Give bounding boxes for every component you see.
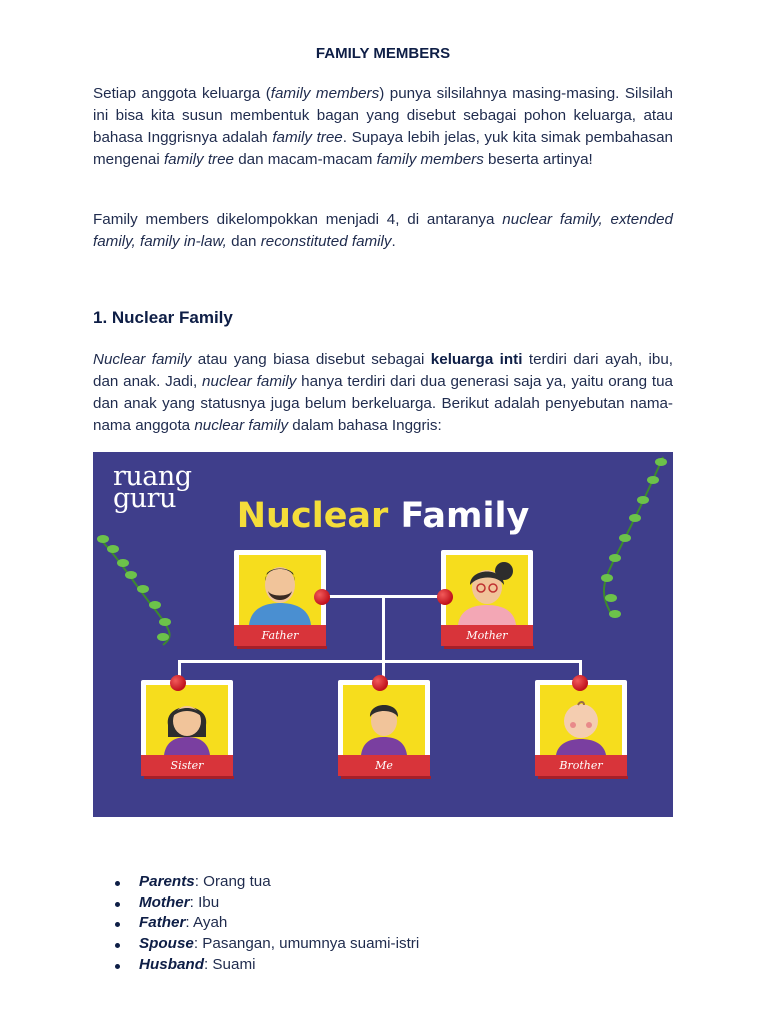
- text-run-italic: family tree: [163, 151, 234, 168]
- text-run: hanya terdiri dari dua generasi saja ya, yaitu orang tua dan anak yang statusnya juga belum berkeluarga. Berikut adalah penyebutan nama-nama anggota: [93, 373, 673, 434]
- list-item: [93, 955, 673, 976]
- connector-line: [382, 595, 385, 682]
- vocab-term: Husband: [139, 955, 204, 973]
- groups-paragraph: [93, 209, 673, 253]
- vocab-meaning: : Orang tua: [194, 873, 271, 890]
- connector-line: [178, 660, 582, 663]
- text-run: Setiap anggota keluarga (: [93, 85, 271, 102]
- label-shadow: [444, 646, 534, 649]
- pin-icon: [314, 589, 330, 605]
- text-run-italic: family members: [376, 151, 484, 168]
- text-run: ) punya silsilahnya masing-masing. Silsilah ini bisa kita susun membentuk bagan yang disebut sebagai pohon keluarga, atau bahasa Inggrisnya adalah: [93, 85, 673, 146]
- pin-icon: [437, 589, 453, 605]
- vocab-term: Parents: [139, 873, 195, 890]
- text-run-italic: family members: [270, 85, 380, 102]
- text-run-italic: nuclear family: [202, 373, 297, 390]
- label-shadow: [341, 776, 431, 779]
- text-run-italic: nuclear family, extended family, family in-law,: [93, 211, 673, 250]
- father-card: [234, 550, 326, 650]
- text-run-bold: keluarga inti: [430, 351, 523, 368]
- vocab-meaning: : Suami: [203, 955, 256, 973]
- nuclear-family-paragraph: [93, 349, 673, 437]
- pin-icon: [572, 675, 588, 691]
- pin-icon: [170, 675, 186, 691]
- text-run: Family members dikelompokkan menjadi 4, di antaranya: [93, 211, 503, 228]
- figure-title-word: Family: [400, 496, 530, 536]
- label-shadow: [538, 776, 628, 779]
- bullet-icon: [115, 964, 120, 969]
- list-item: [93, 893, 673, 914]
- text-run: dalam bahasa Inggris:: [288, 417, 442, 434]
- vocab-meaning: : Ibu: [189, 893, 220, 911]
- nuclear-family-illustration: [93, 452, 673, 817]
- label-shadow: [144, 776, 234, 779]
- me-avatar: [343, 685, 425, 755]
- brother-avatar: [540, 685, 622, 755]
- logo-text: ruang: [113, 461, 192, 492]
- vocab-term: Father: [139, 914, 186, 932]
- vocab-meaning: : Ayah: [185, 914, 228, 932]
- figure-title: [93, 496, 673, 536]
- text-run-italic: nuclear family: [194, 417, 289, 434]
- list-item: [93, 934, 673, 955]
- pin-icon: [372, 675, 388, 691]
- logo-text: guru: [113, 483, 176, 514]
- vocab-term: Spouse: [139, 935, 194, 953]
- mother-avatar: [446, 555, 528, 625]
- text-run: .: [391, 233, 396, 250]
- list-item: [93, 872, 673, 893]
- text-run: terdiri dari ayah, ibu, dan anak. Jadi,: [93, 351, 674, 390]
- list-item: [93, 913, 673, 934]
- brother-label: Brother: [535, 755, 627, 776]
- vine-decoration-icon: [93, 527, 183, 647]
- text-run: atau yang biasa disebut sebagai: [191, 351, 431, 368]
- bullet-icon: [115, 943, 120, 948]
- sister-label: Sister: [141, 755, 233, 776]
- intro-paragraph: [93, 83, 673, 171]
- vocab-meaning: : Pasangan, umumnya suami-istri: [193, 935, 420, 953]
- me-card: [338, 680, 430, 780]
- mother-card: [441, 550, 533, 650]
- text-run: . Supaya lebih jelas, yuk kita simak pembahasan mengenai: [93, 129, 673, 168]
- text-run: dan: [226, 233, 261, 250]
- vocabulary-list: [93, 872, 673, 976]
- bullet-icon: [115, 902, 120, 907]
- vine-decoration-icon: [563, 452, 673, 622]
- me-label: Me: [338, 755, 430, 776]
- text-run: dan macam-macam: [234, 151, 377, 168]
- mother-label: Mother: [441, 625, 533, 646]
- text-run-italic: reconstituted family: [260, 233, 392, 250]
- brother-card: [535, 680, 627, 780]
- bullet-icon: [115, 881, 120, 886]
- father-label: Father: [234, 625, 326, 646]
- sister-card: [141, 680, 233, 780]
- page-title: FAMILY MEMBERS: [315, 45, 451, 62]
- figure-title-word: Nuclear: [236, 496, 389, 536]
- sister-avatar: [146, 685, 228, 755]
- text-run-italic: Nuclear family: [93, 351, 192, 368]
- text-run: beserta artinya!: [483, 151, 593, 168]
- father-avatar: [239, 555, 321, 625]
- label-shadow: [237, 646, 327, 649]
- section-heading: 1. Nuclear Family: [93, 308, 233, 327]
- vocab-term: Mother: [139, 893, 190, 911]
- text-run-italic: family tree: [272, 129, 343, 146]
- bullet-icon: [115, 922, 120, 927]
